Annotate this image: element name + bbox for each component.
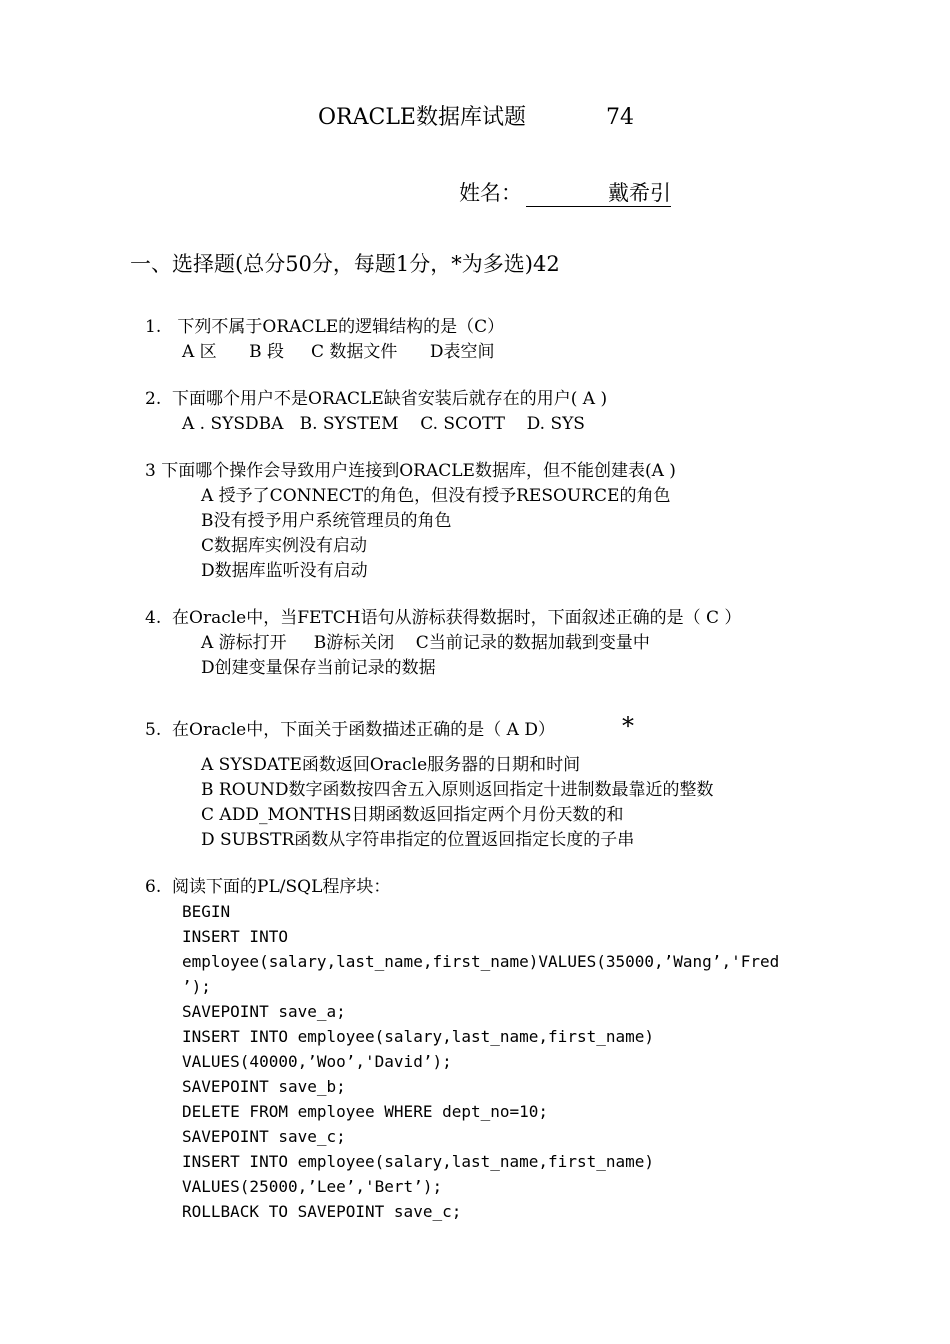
- page-number: 74: [606, 105, 634, 130]
- code-line: BEGIN: [182, 902, 231, 921]
- page-title: ORACLE数据库试题: [318, 105, 526, 130]
- code-line: ROLLBACK TO SAVEPOINT save_c;: [182, 1202, 462, 1221]
- question-5-option-a: A SYSDATE函数返回Oracle服务器的日期和时间: [201, 755, 581, 775]
- name-label: 姓名：: [459, 181, 522, 205]
- code-line: INSERT INTO employee(salary,last_name,first_name): [182, 1152, 655, 1171]
- question-1-options: A 区 B 段 C 数据文件 D表空间: [182, 342, 495, 362]
- code-line: SAVEPOINT save_c;: [182, 1127, 346, 1146]
- question-2-options: A . SYSDBA B. SYSTEM C. SCOTT D. SYS: [182, 414, 585, 434]
- question-5-option-c: C ADD_MONTHS日期函数返回指定两个月份天数的和: [201, 805, 624, 825]
- question-6-stem: 6. 阅读下面的PL/SQL程序块：: [145, 877, 391, 897]
- code-line: INSERT INTO employee(salary,last_name,first_name): [182, 1027, 655, 1046]
- question-3-option-d: D数据库监听没有启动: [201, 561, 368, 581]
- question-5-option-b: B ROUND数字函数按四舍五入原则返回指定十进制数最靠近的整数: [201, 780, 714, 800]
- name-field: 戴希引: [526, 180, 671, 207]
- question-3-option-c: C数据库实例没有启动: [201, 536, 368, 556]
- code-line: SAVEPOINT save_a;: [182, 1002, 346, 1021]
- question-3-option-a: A 授予了CONNECT的角色，但没有授予RESOURCE的角色: [201, 486, 671, 506]
- code-line: ’);: [182, 977, 211, 996]
- question-2-stem: 2. 下面哪个用户不是ORACLE缺省安装后就存在的用户( A ): [145, 389, 608, 409]
- section-heading: 一、选择题(总分50分，每题1分，*为多选)42: [130, 252, 560, 276]
- code-line: VALUES(25000,’Lee’,'Bert’);: [182, 1177, 443, 1196]
- question-5-stem: 5. 在Oracle中，下面关于函数描述正确的是（ A D）: [145, 720, 555, 740]
- question-4-option-d: D创建变量保存当前记录的数据: [201, 658, 436, 678]
- code-line: DELETE FROM employee WHERE dept_no=10;: [182, 1102, 549, 1121]
- question-3-stem: 3 下面哪个操作会导致用户连接到ORACLE数据库，但不能创建表(A ): [145, 461, 676, 481]
- code-line: employee(salary,last_name,first_name)VALUES(35000,’Wang’,'Fred: [182, 952, 780, 971]
- multi-select-star: *: [622, 712, 634, 740]
- code-line: SAVEPOINT save_b;: [182, 1077, 346, 1096]
- question-4-options-abc: A 游标打开 B游标关闭 C当前记录的数据加载到变量中: [201, 633, 650, 653]
- question-1-stem: 1. 下列不属于ORACLE的逻辑结构的是（C）: [145, 317, 505, 337]
- question-3-option-b: B没有授予用户系统管理员的角色: [201, 511, 452, 531]
- question-4-stem: 4. 在Oracle中，当FETCH语句从游标获得数据时，下面叙述正确的是（ C ）: [145, 608, 742, 628]
- code-line: VALUES(40000,’Woo’,'David’);: [182, 1052, 452, 1071]
- code-line: INSERT INTO: [182, 927, 288, 946]
- question-5-option-d: D SUBSTR函数从字符串指定的位置返回指定长度的子串: [201, 830, 635, 850]
